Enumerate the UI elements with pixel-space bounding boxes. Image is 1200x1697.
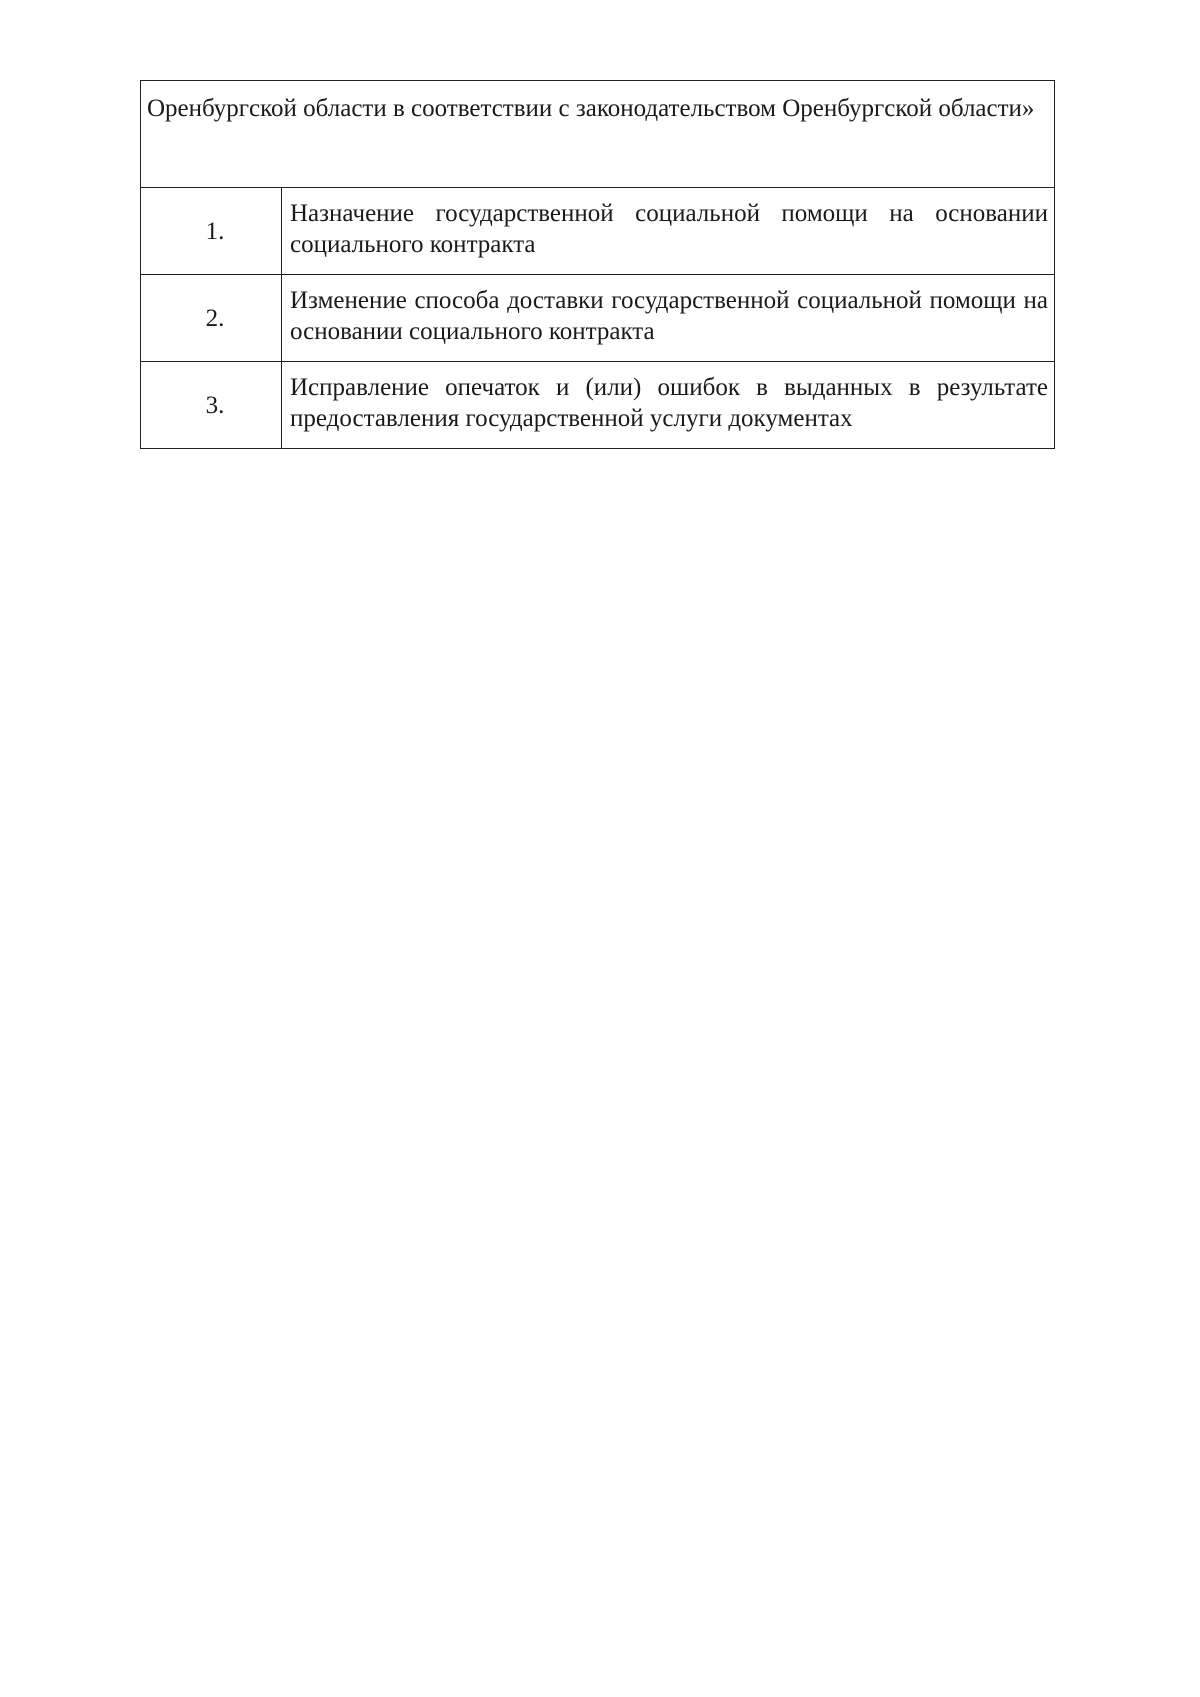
row-number: 1. xyxy=(205,217,225,245)
row-number: 3. xyxy=(205,391,225,419)
row-text: Изменение способа доставки государственной социальной помощи на основании социального контракта xyxy=(282,275,1055,362)
row-number-cell xyxy=(141,362,282,449)
services-table xyxy=(140,80,1055,449)
table-header-row xyxy=(141,81,1055,188)
row-text: Назначение государственной социальной помощи на основании социального контракта xyxy=(282,188,1055,275)
table-row xyxy=(141,188,1055,275)
table-header-cell: Оренбургской области в соответствии с законодательством Оренбургской области» xyxy=(141,81,1055,188)
row-number: 2. xyxy=(205,304,225,332)
table-row xyxy=(141,362,1055,449)
row-number-cell xyxy=(141,275,282,362)
row-number-cell xyxy=(141,188,282,275)
row-text: Исправление опечаток и (или) ошибок в выданных в результате предоставления государственной услуги документах xyxy=(282,362,1055,449)
table-row xyxy=(141,275,1055,362)
